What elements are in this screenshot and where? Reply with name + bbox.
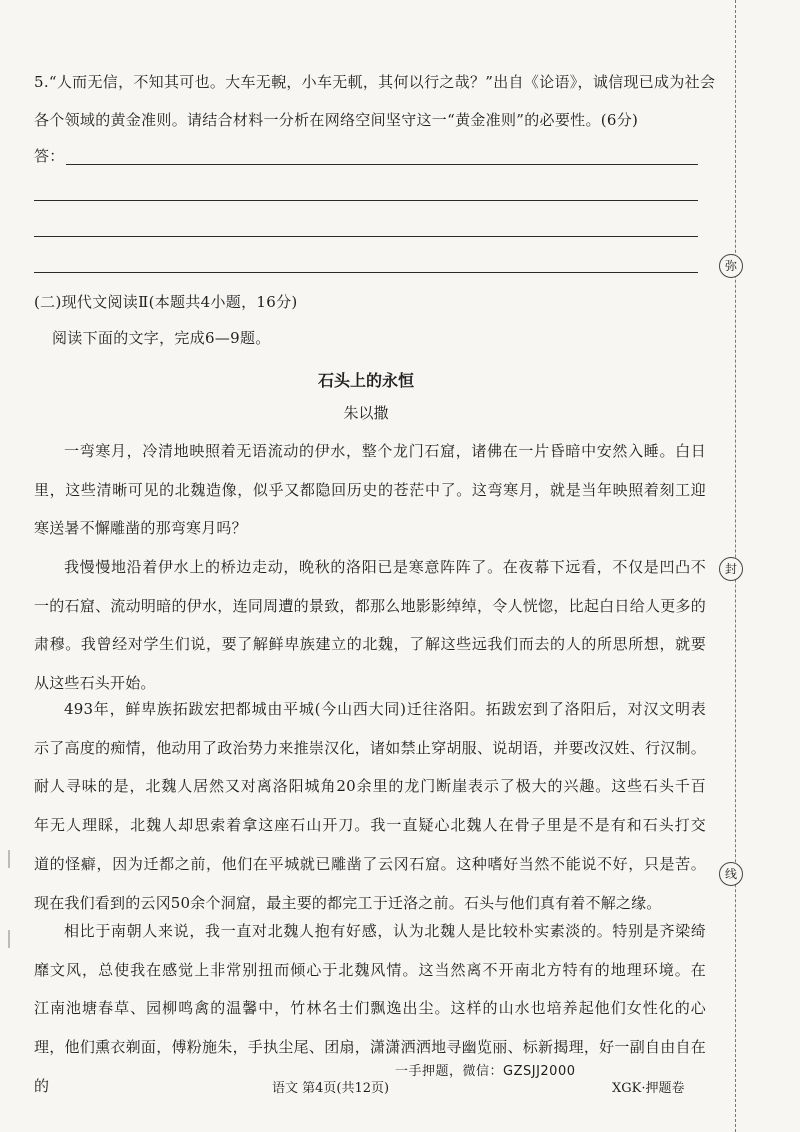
answer-label: 答： (34, 147, 65, 165)
paragraph-line: 道的怪癖，因为迁都之前，他们在平城就已雕凿了云冈石窟。这种嗜好当然不能说不好，只是苦。 (34, 854, 706, 873)
scan-artifact (8, 850, 10, 868)
section-instruction: 阅读下面的文字，完成6—9题。 (52, 329, 271, 347)
paragraph-line: 年无人理睬，北魏人却思索着拿这座石山开刀。我一直疑心北魏人在骨子里是不是有和石头打交 (34, 816, 706, 835)
paragraph-line: 寒送暑不懈雕凿的那弯寒月吗？ (34, 519, 247, 538)
footer-page-info: 语文 第4页(共12页) (272, 1081, 390, 1096)
paragraph-line: 示了高度的痴情，他动用了政治势力来推崇汉化，诸如禁止穿胡服、说胡语，并要改汉姓、行汉制。 (34, 738, 706, 757)
paragraph-line: 一弯寒月，冷清地映照着无语流动的伊水，整个龙门石窟，诸佛在一片昏暗中安然入睡。白日 (64, 442, 706, 460)
article-paragraph-1 (34, 432, 706, 548)
paragraph-line: 现在我们看到的云冈50余个洞窟，最主要的都完工于迁洛之前。石头与他们真有着不解之缘。 (34, 893, 662, 912)
answer-line (66, 164, 698, 165)
binding-mark-mi: 弥 (719, 254, 743, 278)
section-heading: (二)现代文阅读Ⅱ(本题共4小题，16分) (34, 293, 298, 311)
question5-line2: 各个领域的黄金准则。请结合材料一分析在网络空间坚守这一“黄金准则”的必要性。(6分) (34, 111, 639, 129)
footer-watermark: 一手押题，微信：GZSJJ2000 (395, 1064, 576, 1079)
binding-mark-feng: 封 (719, 557, 743, 581)
paragraph-line: 靡文风，总使我在感觉上非常别扭而倾心于北魏风情。这当然离不开南北方特有的地理环境。在 (34, 960, 706, 979)
answer-line (34, 200, 698, 201)
paragraph-line: 我慢慢地沿着伊水上的桥边走动，晚秋的洛阳已是寒意阵阵了。在夜幕下远看，不仅是凹凸不 (64, 558, 706, 576)
paragraph-line: 一的石窟、流动明暗的伊水，连同周遭的景致，都那么地影影绰绰，令人恍惚，比起白日给人更多的 (34, 596, 706, 615)
article-author: 朱以撒 (343, 404, 389, 422)
paragraph-line: 理，他们熏衣剃面，傅粉施朱，手执尘尾、团扇，潇潇洒洒地寻幽览丽、标新揭理，好一副自由自在的 (34, 1038, 706, 1095)
article-paragraph-2 (34, 548, 706, 703)
paragraph-line: 肃穆。我曾经对学生们说，要了解鲜卑族建立的北魏，了解这些远我们而去的人的所思所想，就要 (34, 635, 706, 654)
paragraph-line: 里，这些清晰可见的北魏造像，似乎又都隐回历史的苍茫中了。这弯寒月，就是当年映照着刻工迎 (34, 480, 706, 499)
article-title: 石头上的永恒 (317, 371, 414, 390)
article-paragraph-3 (34, 690, 706, 922)
answer-line (34, 272, 698, 273)
question5-line1: 5.“人而无信，不知其可也。大车无輗，小车无軏，其何以行之哉？”出自《论语》，诚信现已成为社会 (34, 73, 716, 91)
scan-artifact (8, 930, 10, 948)
binding-mark-xian: 线 (719, 862, 743, 886)
paragraph-line: 耐人寻味的是，北魏人居然又对离洛阳城角20余里的龙门断崖表示了极大的兴趣。这些石头千百 (34, 777, 706, 796)
footer-exam-tag: XGK·押题卷 (612, 1081, 685, 1096)
paragraph-line: 相比于南朝人来说，我一直对北魏人抱有好感，认为北魏人是比较朴实素淡的。特别是齐梁绮 (64, 922, 706, 940)
paragraph-line: 江南池塘春草、园柳鸣禽的温馨中，竹林名士们飘逸出尘。这样的山水也培养起他们女性化的心 (34, 999, 706, 1018)
paragraph-line: 从这些石头开始。 (34, 674, 156, 693)
article-paragraph-4 (34, 912, 706, 1106)
answer-line (34, 236, 698, 237)
paragraph-line: 493年，鲜卑族拓跋宏把都城由平城(今山西大同)迁往洛阳。拓跋宏到了洛阳后，对汉文明表 (64, 700, 706, 718)
